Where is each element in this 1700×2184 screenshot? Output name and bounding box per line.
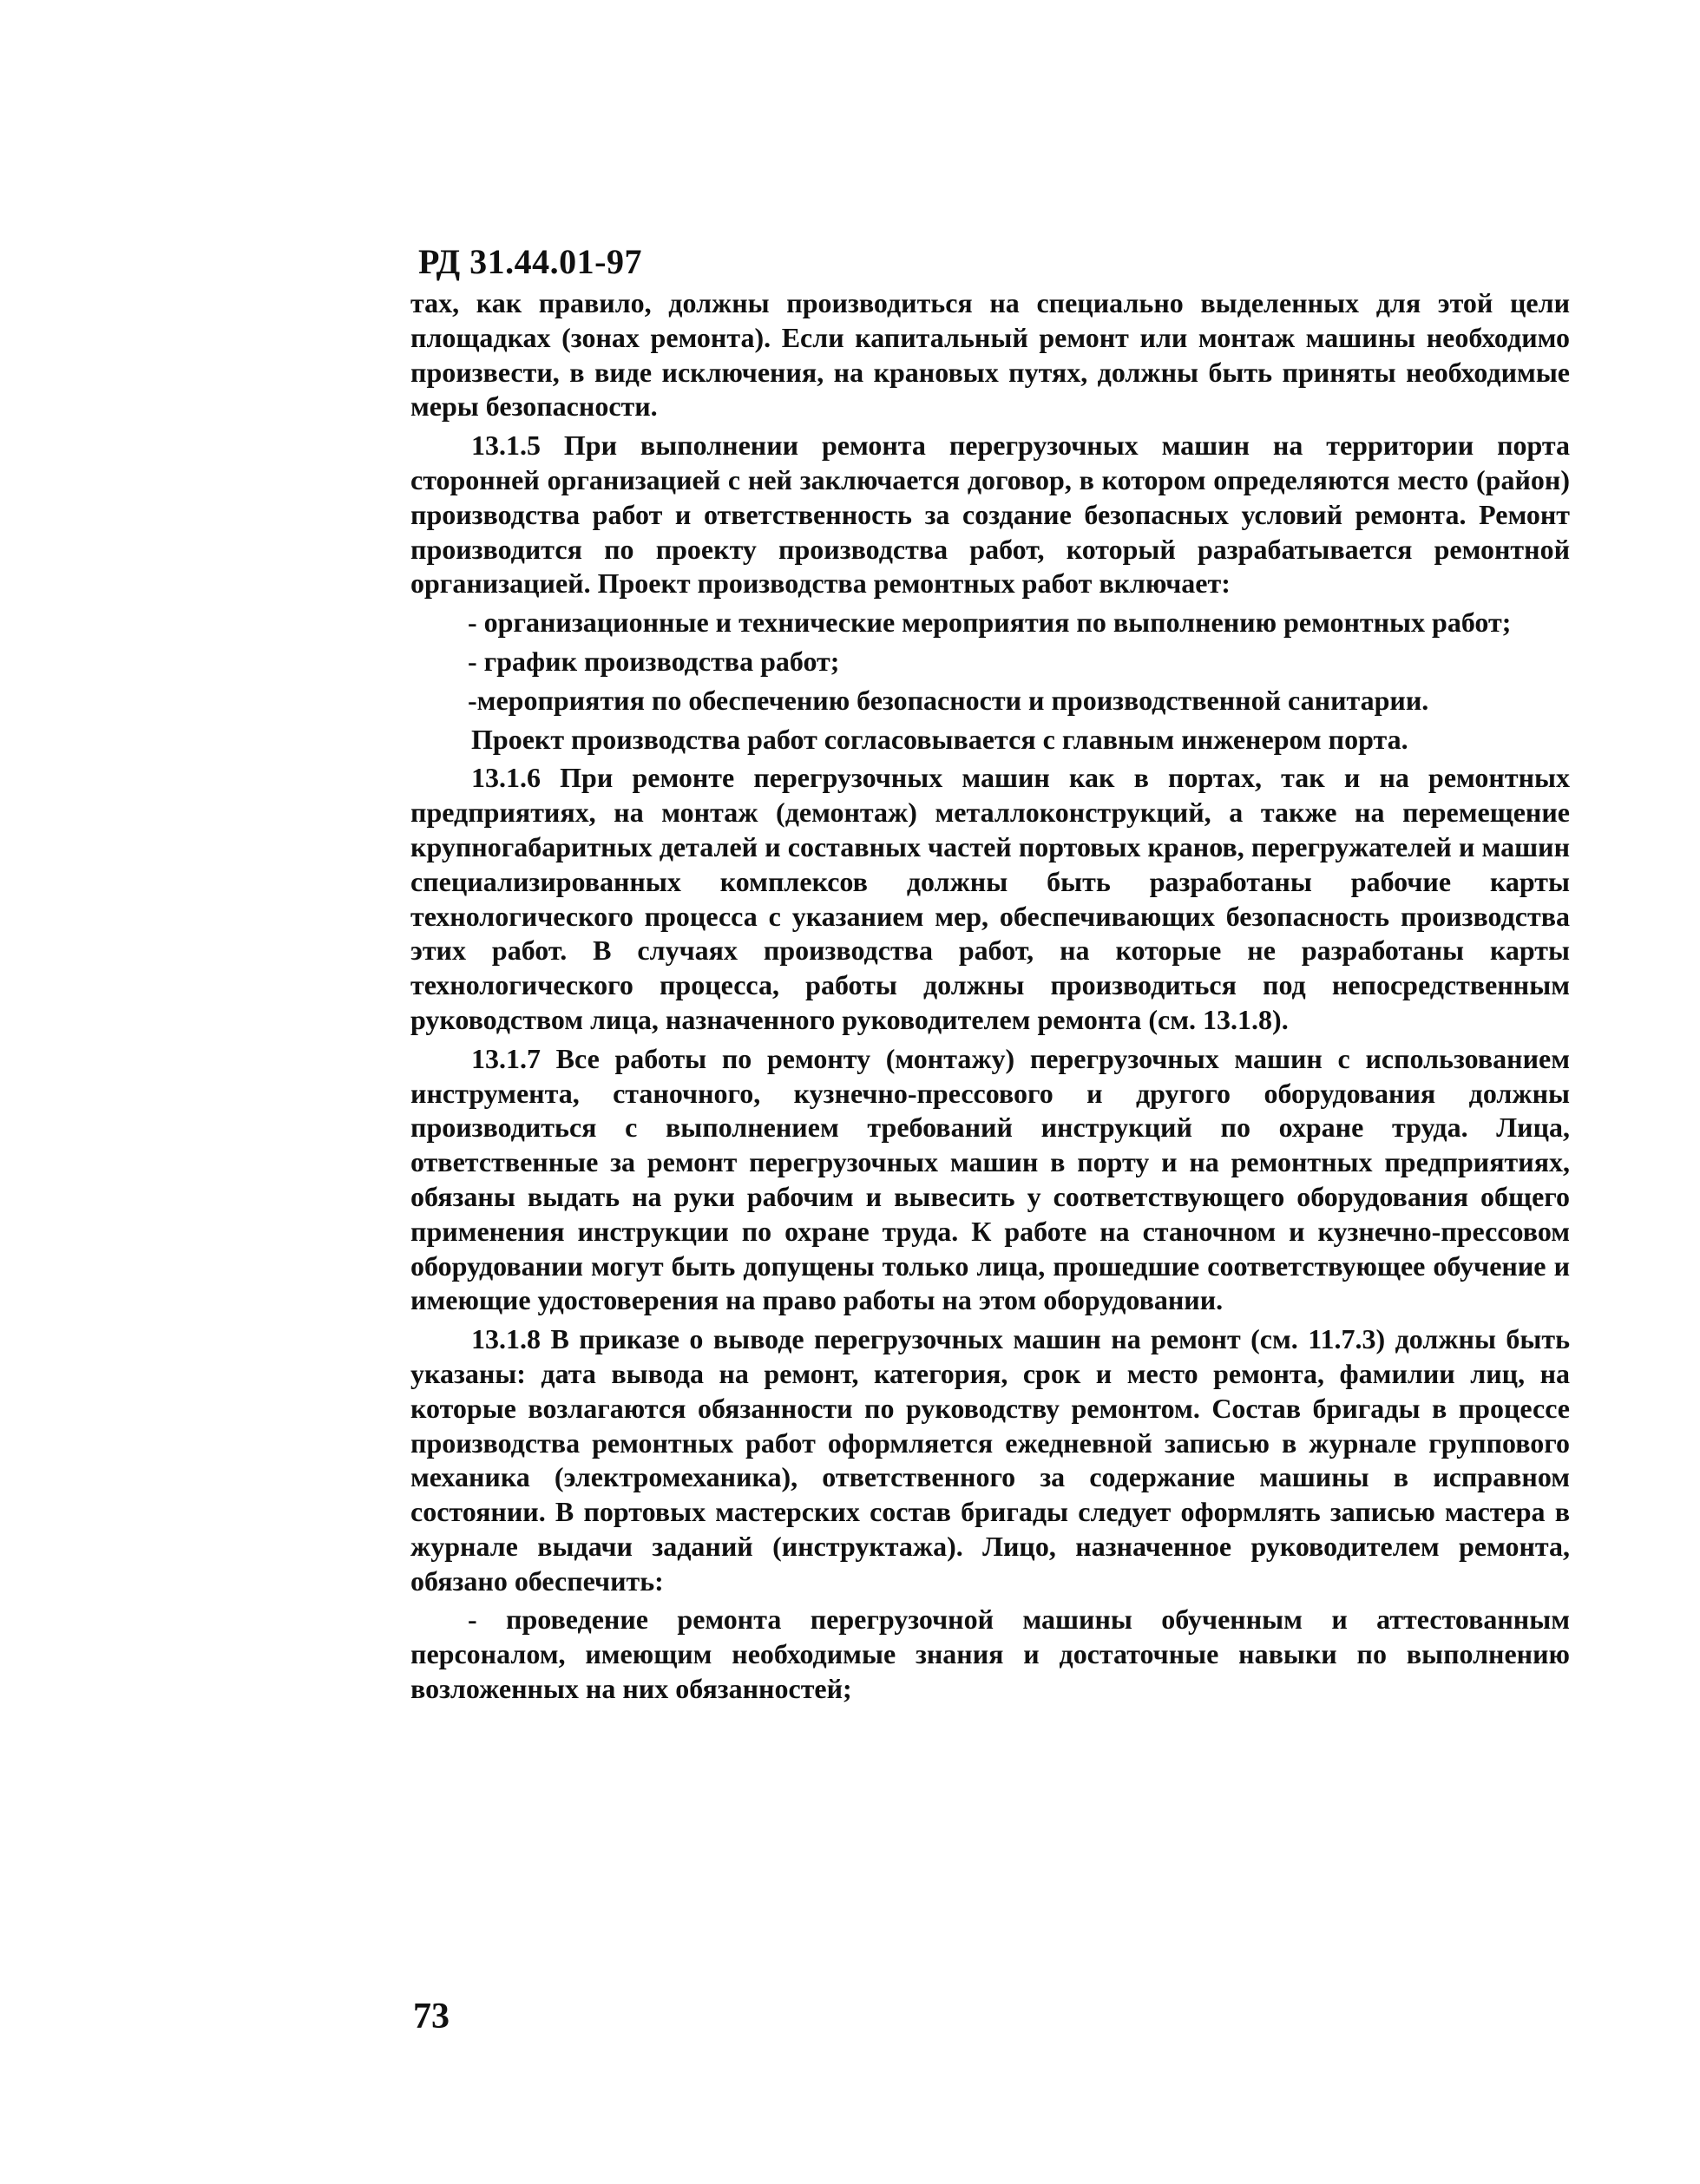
document-body [410, 286, 1570, 1711]
list-item-measures: - организационные и технические мероприятия по выполнению ремонтных работ; [468, 607, 1512, 639]
page-number: 73 [413, 1997, 450, 2036]
list-item-safety: -мероприятия по обеспечению безопасности и производственной санитарии. [468, 684, 1429, 716]
list-item-personnel: - проведение ремонта перегрузочной машины обученным и аттестованным персоналом, имеющим необходимые знания и достаточные навыки по выполнению возложенных на них обязанностей; [410, 1604, 1570, 1705]
paragraph-13-1-6: 13.1.6 При ремонте перегрузочных машин как в портах, так и на ремонтных предприятиях, на монтаж (демонтаж) металлоконструкций, а также на перемещение крупногабаритных деталей и составных частей портовых кранов, перегружателей и машин специализированных комплексов должны быть разработаны рабочие карты технологического процесса с указанием мер, обеспечивающих безопасность производства этих работ. В случаях производства работ, на которые не разработаны карты технологического процесса, работы должны производиться под непосредственным руководством лица, назначенного руководителем ремонта (см. 13.1.8). [410, 762, 1570, 1035]
list-item-schedule: - график производства работ; [468, 645, 840, 677]
paragraph-continuation: тах, как правило, должны производиться на специально выделенных для этой цели площадках (зонах ремонта). Если капитальный ремонт или монтаж машины необходимо произвести, в виде исключения, на крановых путях, должны быть приняты необходимые меры безопасности. [410, 287, 1570, 423]
document-code-header: РД 31.44.01-97 [418, 242, 642, 281]
paragraph-approval: Проект производства работ согласовывается с главным инженером порта. [471, 723, 1408, 755]
paragraph-13-1-5: 13.1.5 При выполнении ремонта перегрузочных машин на территории порта сторонней организацией с ней заключается договор, в котором определяются место (район) производства работ и ответственность за создание безопасных условий ремонта. Ремонт производится по проекту производства работ, который разрабатывается ремонтной организацией. Проект производства ремонтных работ включает: [410, 430, 1570, 600]
paragraph-13-1-8: 13.1.8 В приказе о выводе перегрузочных машин на ремонт (см. 11.7.3) должны быть указаны: дата вывода на ремонт, категория, срок и место ремонта, фамилии лиц, на которые возлагаются обязанности по руководству ремонтом. Состав бригады в процессе производства ремонтных работ оформляется ежедневной записью в журнале группового механика (электромеханика), ответственного за содержание машины в исправном состоянии. В портовых мастерских состав бригады следует оформлять записью мастера в журнале выдачи заданий (инструктажа). Лицо, назначенное руководителем ремонта, обязано обеспечить: [410, 1323, 1570, 1597]
paragraph-13-1-7: 13.1.7 Все работы по ремонту (монтажу) перегрузочных машин с использованием инструмента, станочного, кузнечно-прессового и другого оборудования должны производиться с выполнением требований инструкций по охране труда. Лица, ответственные за ремонт перегрузочных машин в порту и на ремонтных предприятиях, обязаны выдать на руки рабочим и вывесить у соответствующего оборудования общего применения инструкции по охране труда. К работе на станочном и кузнечно-прессовом оборудовании могут быть допущены только лица, прошедшие соответствующее обучение и имеющие удостоверения на право работы на этом оборудовании. [410, 1042, 1570, 1316]
